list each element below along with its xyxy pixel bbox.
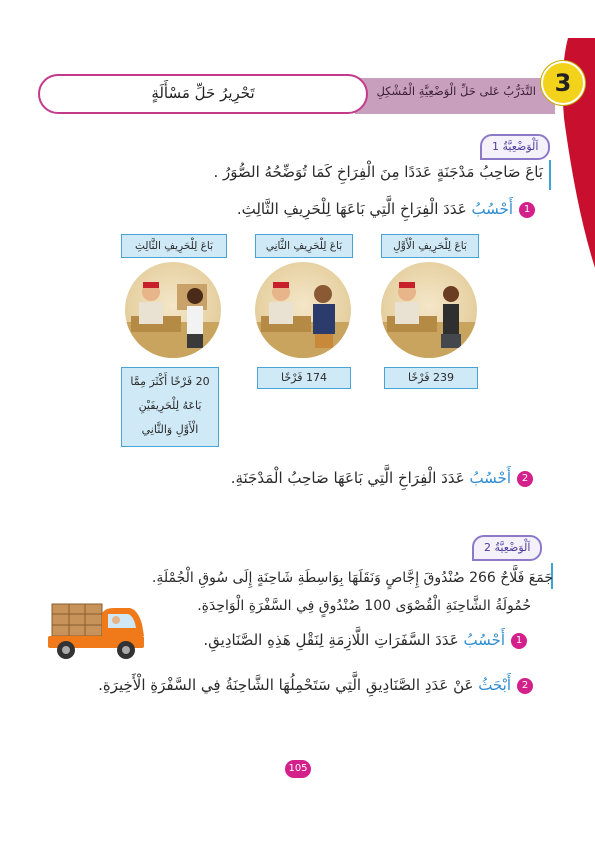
lesson-title-pill: [38, 74, 368, 114]
header-band-text: التَّدَرُّبُ عَلى حَلِّ الْوَضْعِيَّةِ الْمُشْكِلِ: [376, 84, 536, 98]
vendor-label-second: بَاعَ لِلْحَرِيفِ الثَّانِي: [255, 234, 353, 258]
question-text: عَنْ عَدَدِ الصَّنَادِيقِ الَّتِي سَتَحْمِلُهَا الشَّاحِنَةُ فِي السَّفْرَةِ الْأَخِيرَةِ.: [98, 676, 479, 694]
vendor-value-third: [121, 367, 219, 447]
page-number: 105: [285, 760, 311, 778]
situation-2-line-2: حُمُولَةُ الشَّاحِنَةِ الْقُصْوَى 100 صُنْدُوقٍ فِي السَّفْرَةِ الْوَاحِدَةِ.: [197, 598, 531, 614]
vendor-value-first: 239 فَرْخًا: [384, 367, 478, 389]
truck-illustration: [44, 600, 148, 662]
question-text: عَدَدَ الْفِرَاخِ الَّتِي بَاعَهَا صَاحِبُ الْمَدْجَنَةِ.: [230, 469, 470, 487]
vendor-value-second: 174 فَرْخًا: [257, 367, 351, 389]
vendor-label-third: بَاعَ لِلْحَرِيفِ الثَّالِثِ: [121, 234, 227, 258]
question-verb: أَحْسُبُ: [469, 469, 511, 487]
lesson-title: تَحْرِيرُ حَلِّ مَسْأَلَةٍ: [151, 84, 255, 102]
situation-2-question-1: [203, 631, 527, 649]
vendor-scene-first-illustration: [381, 262, 477, 358]
question-number-badge: 1: [519, 202, 535, 218]
situation-1-tag: اَلْوَضْعِيَّةُ 1: [480, 134, 550, 160]
question-text: عَدَدَ السَّفَرَاتِ اللَّازِمَةِ لِنَقْلِ هَذِهِ الصَّنَادِيقِ.: [203, 631, 464, 649]
question-verb: أَبْحَثُ: [478, 676, 511, 694]
situation-1-question-2: [231, 469, 533, 487]
situation-2-line-1: جَمَعَ فَلَّاحٌ 266 صُنْدُوقَ إِجَّاصٍ وَنَقَلَهَا بِوَاسِطَةِ شَاحِنَةٍ إِلَى سُوقِ الْجُمْلَةِ.: [151, 570, 553, 586]
question-text: عَدَدَ الْفِرَاخِ الَّتِي بَاعَهَا لِلْحَرِيفِ الثَّالِثِ.: [236, 200, 472, 218]
question-verb: أَحْسُبُ: [471, 200, 513, 218]
situation-1-statement: بَاعَ صَاحِبُ مَدْجَنَةٍ عَدَدًا مِنَ الْفِرَاخِ كَمَا تُوَضِّحُهُ الصُّوَرُ .: [213, 163, 543, 181]
vendor-scene-second-illustration: [255, 262, 351, 358]
vendor-value-third-line-1: 20 فَرْخًا أَكْثَرَ مِمَّا: [130, 375, 210, 388]
question-number-badge: 2: [517, 471, 533, 487]
situation-2-tag: اَلْوَضْعِيَّةُ 2: [472, 535, 542, 561]
situation-2-question-2: [98, 676, 533, 694]
vendor-value-third-line-2: بَاعَهُ لِلْحَرِيفَيْنِ: [138, 399, 202, 412]
question-number-badge: 1: [511, 633, 527, 649]
vendor-value-third-line-3: الْأَوَّلِ وَالثَّانِي: [141, 423, 199, 436]
statement-bar: [549, 160, 551, 190]
lesson-number-badge: 3: [541, 61, 585, 105]
situation-1-question-1: [237, 200, 535, 218]
vendor-label-first: بَاعَ لِلْحَرِيفِ الْأَوَّلِ: [381, 234, 479, 258]
vendor-scene-third-illustration: [125, 262, 221, 358]
question-number-badge: 2: [517, 678, 533, 694]
question-verb: أَحْسُبُ: [463, 631, 505, 649]
